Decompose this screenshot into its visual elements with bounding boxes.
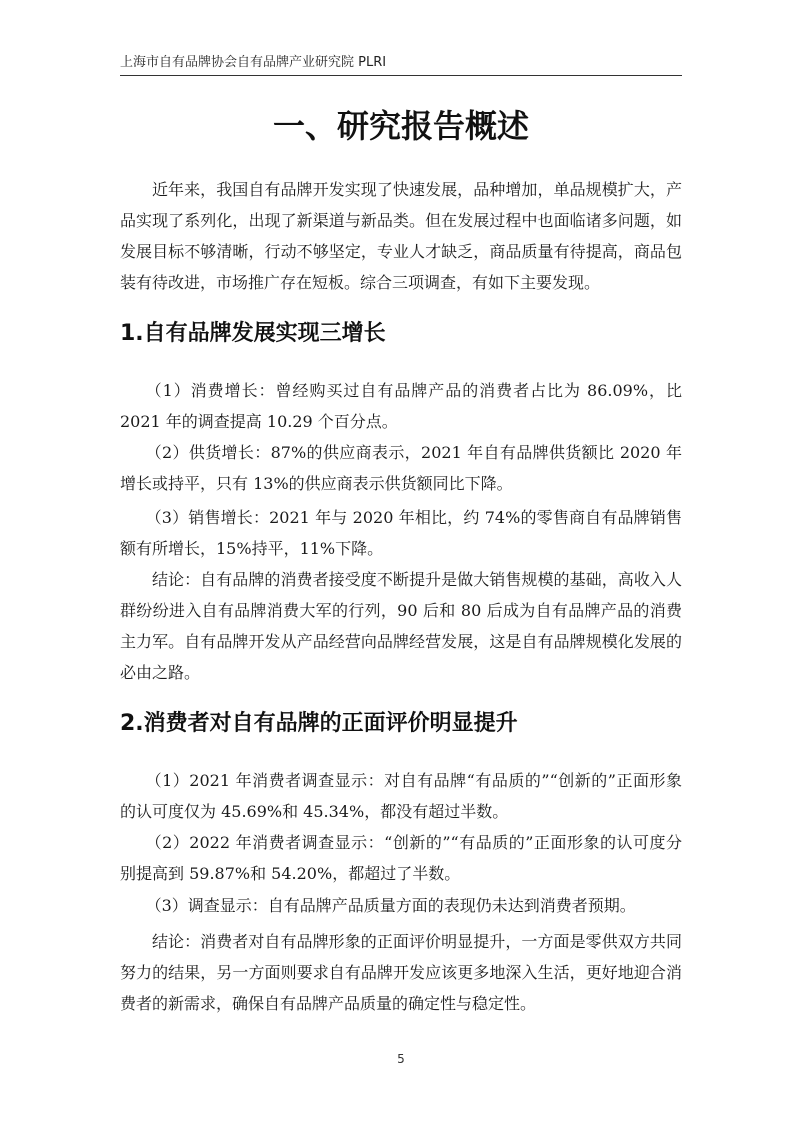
section-2-item-3: （3）调查显示：自有品牌产品质量方面的表现仍未达到消费者预期。 <box>145 896 636 915</box>
intro-paragraph: 近年来，我国自有品牌开发实现了快速发展，品种增加，单品规模扩大，产品实现了系列化，出现了新渠道与新品类。但在发展过程中也面临诸多问题，如发展目标不够清晰，行动不够坚定，专业人才缺乏，商品质量有待提高，商品包装有待改进，市场推广存在短板。综合三项调查，有如下主要发现。 <box>120 180 682 292</box>
section-heading-2: 2.消费者对自有品牌的正面评价明显提升 <box>120 711 518 736</box>
section-2-item-1: （1）2021 年消费者调查显示：对自有品牌“有品质的”“创新的”正面形象的认可度仅为 45.69%和 45.34%，都没有超过半数。 <box>120 771 682 821</box>
page-title: 一、研究报告概述 <box>272 107 529 145</box>
page-number: 5 <box>397 1052 405 1066</box>
section-2-conclusion: 结论：消费者对自有品牌形象的正面评价明显提升，一方面是零供双方共同努力的结果，另一方面则要求自有品牌开发应该更多地深入生活，更好地迎合消费者的新需求，确保自有品牌产品质量的确定性与稳定性。 <box>120 932 682 1013</box>
section-1-item-1: （1）消费增长：曾经购买过自有品牌产品的消费者占比为 86.09%，比 2021 年的调查提高 10.29 个百分点。 <box>120 381 682 431</box>
section-2-item-2: （2）2022 年消费者调查显示：“创新的”“有品质的”正面形象的认可度分别提高到 59.87%和 54.20%，都超过了半数。 <box>120 833 682 883</box>
header-divider <box>120 75 682 76</box>
section-1-item-3: （3）销售增长：2021 年与 2020 年相比，约 74%的零售商自有品牌销售额有所增长，15%持平，11%下降。 <box>120 508 682 558</box>
section-heading-1: 1.自有品牌发展实现三增长 <box>120 321 386 346</box>
section-1-item-2: （2）供货增长：87%的供应商表示，2021 年自有品牌供货额比 2020 年增长或持平，只有 13%的供应商表示供货额同比下降。 <box>120 443 682 493</box>
section-1-conclusion: 结论：自有品牌的消费者接受度不断提升是做大销售规模的基础，高收入人群纷纷进入自有品牌消费大军的行列，90 后和 80 后成为自有品牌产品的消费主力军。自有品牌开发从产品经营向品牌经营发展，这是自有品牌规模化发展的必由之路。 <box>120 570 682 682</box>
running-header: 上海市自有品牌协会自有品牌产业研究院 PLRI <box>120 55 387 70</box>
